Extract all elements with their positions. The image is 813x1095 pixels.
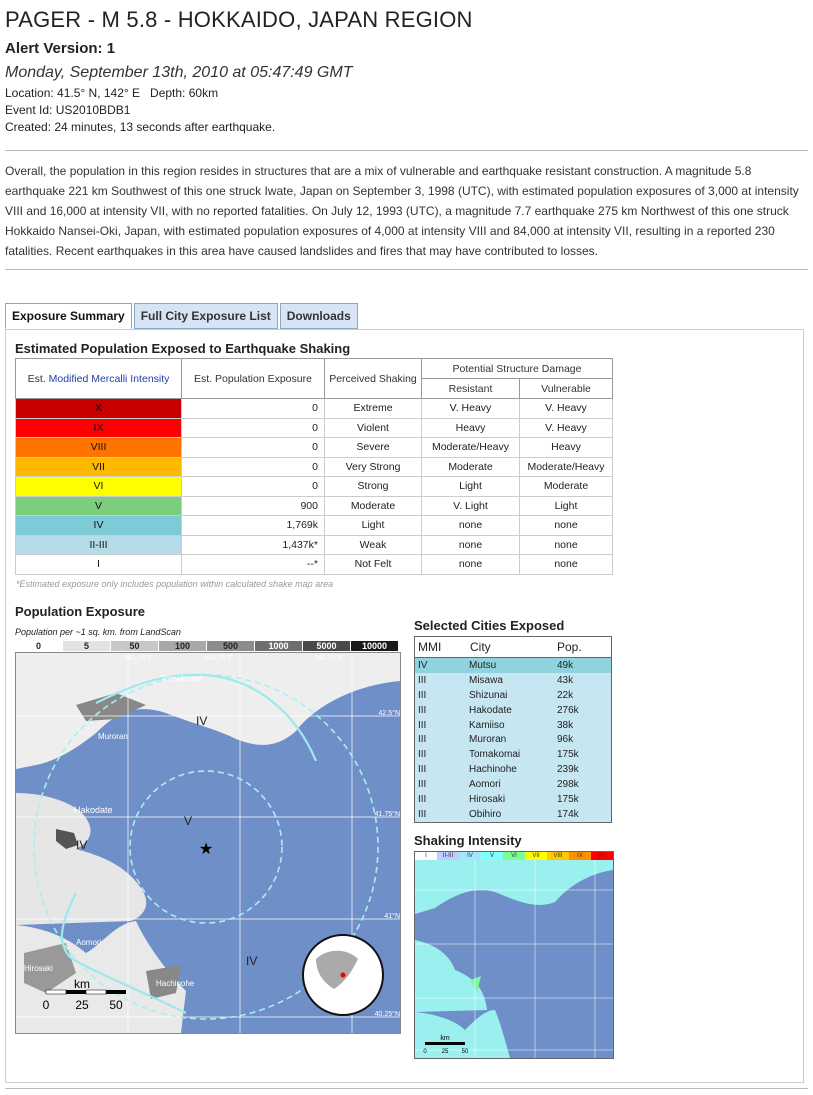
resistant-cell: V. Heavy xyxy=(422,399,520,419)
resistant-cell: none xyxy=(422,516,520,536)
mmi-cell: I xyxy=(16,555,182,575)
city-mmi-cell: III xyxy=(415,747,470,762)
population-cell: 0 xyxy=(182,399,325,419)
exposure-title: Estimated Population Exposed to Earthquake Shaking xyxy=(15,341,351,356)
city-mmi-cell: III xyxy=(415,718,470,733)
city-label-tomakomai: Tomakomai xyxy=(161,674,202,683)
exposure-row xyxy=(16,399,613,419)
mmi-cell: IX xyxy=(16,418,182,438)
legend-swatch: 10000 xyxy=(351,641,399,651)
population-legend xyxy=(15,641,399,651)
lat-label: 41°N xyxy=(384,913,400,920)
col-shaking-header: Perceived Shaking xyxy=(325,359,422,399)
shaking-cell: Violent xyxy=(325,418,422,438)
city-name-cell: Misawa xyxy=(469,673,551,688)
epicenter-star-icon: ★ xyxy=(198,841,214,858)
mmi-cell: VI xyxy=(16,477,182,497)
city-mmi-cell: III xyxy=(415,732,470,747)
mmi-cell: IV xyxy=(16,516,182,536)
resistant-cell: V. Light xyxy=(422,496,520,516)
city-label-aomori: Aomori xyxy=(76,938,102,947)
population-map[interactable] xyxy=(15,652,401,1034)
ring-label: IV xyxy=(196,714,208,728)
report-header xyxy=(0,0,813,136)
resistant-cell: none xyxy=(422,535,520,555)
population-cell: 1,437k* xyxy=(182,535,325,555)
alert-version: Alert Version: 1 xyxy=(5,40,116,57)
tab-full-city-exposure-list[interactable]: Full City Exposure List xyxy=(134,303,278,329)
intensity-title: Shaking Intensity xyxy=(414,833,522,848)
scale-tick-label: 0 xyxy=(42,998,50,1012)
event-datetime: Monday, September 13th, 2010 at 05:47:49 GMT xyxy=(5,64,353,81)
created-text: Created: 24 minutes, 13 seconds after earthquake. xyxy=(5,120,276,134)
ring-label: V xyxy=(184,814,193,828)
population-subtitle: Population per ~1 sq. km. from LandScan xyxy=(15,627,181,637)
city-name-cell: Obihiro xyxy=(469,807,551,822)
intensity-scale-swatch: V xyxy=(481,852,503,860)
intensity-scale-swatch: VII xyxy=(525,852,547,860)
shaking-cell: Weak xyxy=(325,535,422,555)
lat-label: 41.75°N xyxy=(374,811,400,818)
vulnerable-cell: Moderate xyxy=(520,477,613,497)
resistant-cell: Light xyxy=(422,477,520,497)
population-title: Population Exposure xyxy=(15,604,146,619)
city-pop-cell: 43k xyxy=(551,673,612,688)
city-name-cell: Kamiiso xyxy=(469,718,551,733)
city-row xyxy=(415,732,612,747)
population-map-svg xyxy=(16,653,400,1033)
city-pop-cell: 175k xyxy=(551,747,612,762)
location-text: Location: 41.5° N, 142° E xyxy=(5,86,141,100)
city-mmi-cell: IV xyxy=(415,658,470,673)
shaking-cell: Moderate xyxy=(325,496,422,516)
city-label-hakodate: Hakodate xyxy=(74,805,113,815)
exposure-row xyxy=(16,477,613,497)
intensity-scale-swatch: IV xyxy=(459,852,481,860)
city-row xyxy=(415,747,612,762)
event-id-text: Event Id: US2010BDB1 xyxy=(5,103,131,117)
intensity-scale xyxy=(415,852,613,860)
vulnerable-cell: none xyxy=(520,516,613,536)
divider xyxy=(5,269,808,270)
legend-swatch: 0 xyxy=(15,641,63,651)
legend-swatch: 5 xyxy=(63,641,111,651)
col-mmi-header xyxy=(16,359,182,399)
legend-swatch: 500 xyxy=(207,641,255,651)
city-mmi-cell: III xyxy=(415,762,470,777)
population-cell: 0 xyxy=(182,477,325,497)
inset-epicenter-marker xyxy=(341,973,346,978)
intensity-scale-swatch: X+ xyxy=(591,852,613,860)
city-row xyxy=(415,807,612,822)
vulnerable-cell: V. Heavy xyxy=(520,399,613,419)
vulnerable-cell: Moderate/Heavy xyxy=(520,457,613,477)
city-pop-cell: 96k xyxy=(551,732,612,747)
city-name-cell: Hachinohe xyxy=(469,762,551,777)
legend-swatch: 5000 xyxy=(303,641,351,651)
city-label-hirosaki: Hirosaki xyxy=(24,964,53,973)
city-mmi-cell: III xyxy=(415,792,470,807)
city-name-cell: Hakodate xyxy=(469,703,551,718)
mmi-cell: X xyxy=(16,399,182,419)
vulnerable-cell: none xyxy=(520,555,613,575)
col-resistant-header: Resistant xyxy=(422,379,520,399)
exposure-row xyxy=(16,418,613,438)
exposure-row xyxy=(16,457,613,477)
city-row xyxy=(415,688,612,703)
population-cell: --* xyxy=(182,555,325,575)
cities-col-pop: Pop. xyxy=(551,637,612,658)
shaking-cell: Severe xyxy=(325,438,422,458)
cities-table xyxy=(414,636,612,823)
population-cell: 1,769k xyxy=(182,516,325,536)
population-cell: 0 xyxy=(182,418,325,438)
exposure-row xyxy=(16,535,613,555)
city-row xyxy=(415,777,612,792)
cities-col-city: City xyxy=(469,637,551,658)
city-name-cell: Mutsu xyxy=(469,658,551,673)
city-pop-cell: 49k xyxy=(551,658,612,673)
exposure-row xyxy=(16,516,613,536)
intensity-scale-swatch: VIII xyxy=(547,852,569,860)
vulnerable-cell: V. Heavy xyxy=(520,418,613,438)
exposure-row xyxy=(16,555,613,575)
exposure-row xyxy=(16,496,613,516)
col-mmi-prefix: Est. xyxy=(27,372,46,385)
vulnerable-cell: none xyxy=(520,535,613,555)
lat-label: 40.25°N xyxy=(374,1011,400,1018)
city-pop-cell: 175k xyxy=(551,792,612,807)
scale-tick-label: 50 xyxy=(461,1049,469,1055)
intensity-scale-swatch: VI xyxy=(503,852,525,860)
city-pop-cell: 174k xyxy=(551,807,612,822)
intensity-scale-swatch: II-III xyxy=(437,852,459,860)
city-row xyxy=(415,673,612,688)
resistant-cell: Heavy xyxy=(422,418,520,438)
mmi-cell: II-III xyxy=(16,535,182,555)
mmi-scale-link[interactable]: Modified Mercalli Intensity xyxy=(48,372,170,385)
lon-label: 143.25°E xyxy=(314,655,343,662)
exposure-footnote: *Estimated exposure only includes population within calculated shake map area xyxy=(16,579,334,589)
city-pop-cell: 239k xyxy=(551,762,612,777)
city-pop-cell: 276k xyxy=(551,703,612,718)
tab-bar xyxy=(5,303,360,329)
scale-bar xyxy=(425,1042,465,1045)
exposure-table xyxy=(15,358,613,575)
city-row xyxy=(415,792,612,807)
legend-swatch: 50 xyxy=(111,641,159,651)
shaking-cell: Very Strong xyxy=(325,457,422,477)
scale-tick-label: 0 xyxy=(423,1049,427,1055)
intensity-scale-swatch: I xyxy=(415,852,437,860)
exposure-row xyxy=(16,438,613,458)
lat-label: 42.5°N xyxy=(378,710,400,717)
city-mmi-cell: III xyxy=(415,703,470,718)
city-row xyxy=(415,718,612,733)
intensity-map-svg xyxy=(415,860,613,1058)
city-name-cell: Shizunai xyxy=(469,688,551,703)
mmi-cell: VII xyxy=(16,457,182,477)
summary-paragraph: Overall, the population in this region resides in structures that are a mix of vulnerable and earthquake resistant construction. A magnitude 5.8 earthquake 221 km Southwest of this one struck Iwate, Japan on September 3, 1998 (UTC), with estimated population exposures of 3,000 at intensity VIII and 16,000 at intensity VII, with no reported fatalities. On July 12, 1993 (UTC), a magnitude 7.7 earthquake 275 km Northwest of this one struck Hokkaido Nansei-Oki, Japan, with estimated population exposures of 4,000 at intensity VIII and 84,000 at intensity VII, resulting in a reported 230 fatalities. Recent earthquakes in this area have caused landslides and fires that may have contributed to losses. xyxy=(5,164,799,258)
city-pop-cell: 22k xyxy=(551,688,612,703)
city-row xyxy=(415,658,612,673)
scale-tick-label: 25 xyxy=(75,998,89,1012)
tab-exposure-summary[interactable]: Exposure Summary xyxy=(5,303,132,329)
city-name-cell: Aomori xyxy=(469,777,551,792)
ring-label: IV xyxy=(246,954,258,968)
city-row xyxy=(415,762,612,777)
lon-label: 142.25°E xyxy=(204,655,233,662)
intensity-map[interactable] xyxy=(414,851,614,1059)
resistant-cell: Moderate/Heavy xyxy=(422,438,520,458)
city-mmi-cell: III xyxy=(415,673,470,688)
depth-text: Depth: 60km xyxy=(150,86,219,100)
city-pop-cell: 38k xyxy=(551,718,612,733)
city-pop-cell: 298k xyxy=(551,777,612,792)
city-mmi-cell: III xyxy=(415,807,470,822)
city-name-cell: Tomakomai xyxy=(469,747,551,762)
resistant-cell: none xyxy=(422,555,520,575)
lon-label: 141.25°E xyxy=(124,655,153,662)
mmi-cell: V xyxy=(16,496,182,516)
scale-tick-label: 50 xyxy=(109,998,123,1012)
legend-swatch: 100 xyxy=(159,641,207,651)
col-damage-header: Potential Structure Damage xyxy=(422,359,613,379)
population-cell: 0 xyxy=(182,438,325,458)
resistant-cell: Moderate xyxy=(422,457,520,477)
col-vulnerable-header: Vulnerable xyxy=(520,379,613,399)
scale-bar-segment xyxy=(46,990,66,994)
shaking-cell: Extreme xyxy=(325,399,422,419)
vulnerable-cell: Light xyxy=(520,496,613,516)
scale-unit-label: km xyxy=(440,1035,450,1042)
city-mmi-cell: III xyxy=(415,777,470,792)
tab-downloads[interactable]: Downloads xyxy=(280,303,358,329)
population-cell: 900 xyxy=(182,496,325,516)
shaking-cell: Not Felt xyxy=(325,555,422,575)
divider xyxy=(5,1088,808,1089)
city-row xyxy=(415,703,612,718)
event-meta xyxy=(5,85,808,136)
city-name-cell: Hirosaki xyxy=(469,792,551,807)
intensity-scale-swatch: IX xyxy=(569,852,591,860)
scale-unit-label: km xyxy=(74,977,90,991)
vulnerable-cell: Heavy xyxy=(520,438,613,458)
city-label-muroran: Muroran xyxy=(98,732,128,741)
ring-label: IV xyxy=(76,838,88,852)
shaking-cell: Strong xyxy=(325,477,422,497)
city-mmi-cell: III xyxy=(415,688,470,703)
page-title: PAGER - M 5.8 - HOKKAIDO, JAPAN REGION xyxy=(5,7,473,32)
col-pop-header: Est. Population Exposure xyxy=(182,359,325,399)
cities-title: Selected Cities Exposed xyxy=(414,618,565,633)
city-label-hachinohe: Hachinohe xyxy=(156,979,195,988)
city-name-cell: Muroran xyxy=(469,732,551,747)
shaking-cell: Light xyxy=(325,516,422,536)
cities-col-mmi: MMI xyxy=(415,637,470,658)
scale-tick-label: 25 xyxy=(441,1049,449,1055)
legend-swatch: 1000 xyxy=(255,641,303,651)
mmi-cell: VIII xyxy=(16,438,182,458)
population-cell: 0 xyxy=(182,457,325,477)
